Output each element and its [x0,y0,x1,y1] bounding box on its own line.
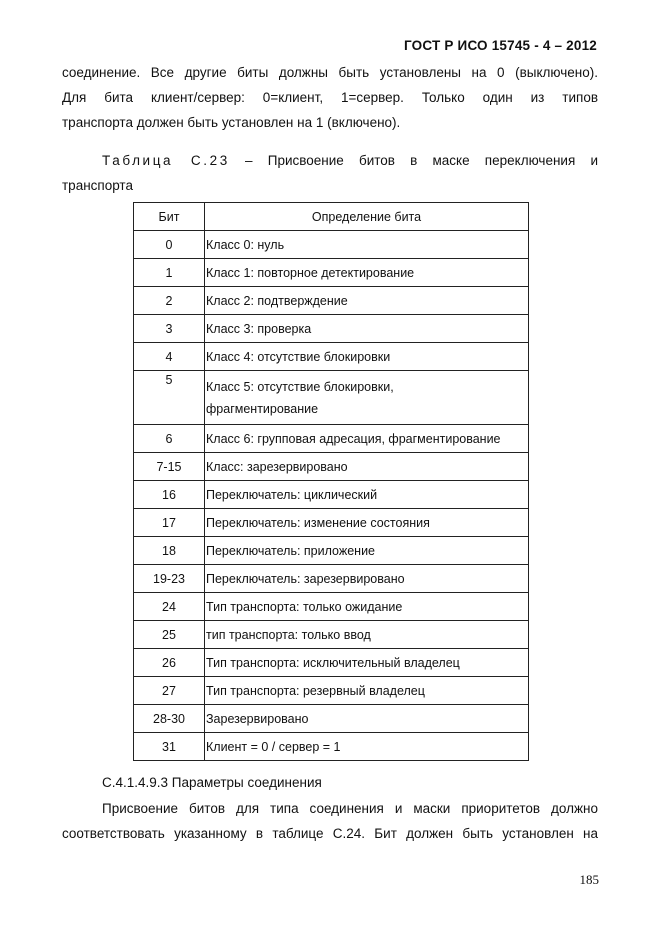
table-row [134,287,529,315]
definition-cell: Класс 3: проверка [205,315,529,343]
table-row [134,371,529,425]
bit-cell: 27 [134,677,205,705]
definition-cell: Тип транспорта: исключительный владелец [205,649,529,677]
bit-cell: 28-30 [134,705,205,733]
table-row [134,537,529,565]
table-row [134,565,529,593]
column-header-bit: Бит [134,203,205,231]
table-row [134,621,529,649]
definition-cell: Класс 2: подтверждение [205,287,529,315]
bit-cell: 17 [134,509,205,537]
bit-assignment-table [133,202,529,761]
bit-cell: 25 [134,621,205,649]
table-caption-line-2: транспорта [62,178,133,193]
table-header-row [134,203,529,231]
bit-cell: 19-23 [134,565,205,593]
paragraph-2-line: соответствовать указанному в таблице С.24. Бит должен быть установлен на [62,826,598,841]
page-number: 185 [579,872,599,887]
table-row [134,677,529,705]
bit-cell: 4 [134,343,205,371]
paragraph-1-line: Для бита клиент/сервер: 0=клиент, 1=сервер. Только один из типов [62,90,598,105]
bit-cell: 7-15 [134,453,205,481]
definition-cell: Тип транспорта: резервный владелец [205,677,529,705]
table-row [134,593,529,621]
table-row [134,705,529,733]
table-row [134,315,529,343]
definition-cell: Тип транспорта: только ожидание [205,593,529,621]
definition-cell: тип транспорта: только ввод [205,621,529,649]
bit-cell: 6 [134,425,205,453]
definition-cell: Класс 4: отсутствие блокировки [205,343,529,371]
table-row [134,453,529,481]
bit-cell: 16 [134,481,205,509]
table-caption-line-1 [62,148,598,173]
table-row [134,343,529,371]
document-header: ГОСТ Р ИСО 15745 - 4 – 2012 [404,38,597,53]
bit-cell: 0 [134,231,205,259]
definition-cell: Переключатель: зарезервировано [205,565,529,593]
definition-cell: Зарезервировано [205,705,529,733]
table-row [134,649,529,677]
bit-cell: 1 [134,259,205,287]
definition-cell: Класс: зарезервировано [205,453,529,481]
definition-cell [205,371,529,425]
definition-cell: Переключатель: приложение [205,537,529,565]
paragraph-1-line: соединение. Все другие биты должны быть установлены на 0 (выключено). [62,65,598,80]
section-heading: С.4.1.4.9.3 Параметры соединения [102,775,322,790]
paragraph-1-line: транспорта должен быть установлен на 1 (включено). [62,115,401,130]
paragraph-2-line: Присвоение битов для типа соединения и маски приоритетов должно [102,801,598,816]
definition-cell: Клиент = 0 / сервер = 1 [205,733,529,761]
definition-cell: Класс 0: нуль [205,231,529,259]
definition-line: Класс 5: отсутствие блокировки, [206,379,394,394]
definition-line: фрагментирование [206,401,319,416]
table-caption-title: – Присвоение битов в маске переключения и [245,153,598,168]
bit-cell: 18 [134,537,205,565]
bit-cell: 26 [134,649,205,677]
bit-cell: 24 [134,593,205,621]
definition-cell: Класс 1: повторное детектирование [205,259,529,287]
definition-cell: Переключатель: изменение состояния [205,509,529,537]
table-row [134,259,529,287]
bit-cell: 5 [134,371,205,425]
paragraph-1 [62,60,598,135]
bit-cell: 2 [134,287,205,315]
table-row [134,733,529,761]
table-row [134,425,529,453]
table-row [134,509,529,537]
bit-cell: 31 [134,733,205,761]
table-row [134,231,529,259]
table-row [134,481,529,509]
table-caption-label: Таблица С.23 [102,153,230,168]
table-caption [62,148,598,198]
column-header-definition: Определение бита [205,203,529,231]
bit-cell: 3 [134,315,205,343]
paragraph-2 [62,796,598,846]
definition-cell: Класс 6: групповая адресация, фрагментирование [205,425,529,453]
definition-cell: Переключатель: циклический [205,481,529,509]
